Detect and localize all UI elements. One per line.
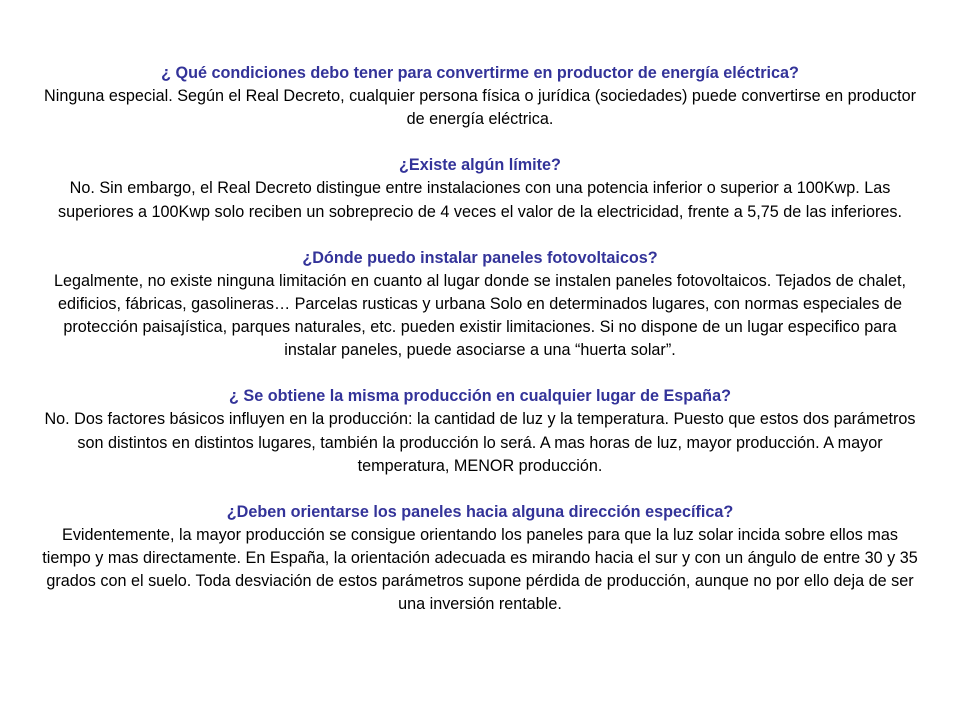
faq-item-conditions <box>40 62 920 131</box>
faq-question: ¿ Qué condiciones debo tener para convertirme en productor de energía eléctrica? <box>161 64 799 82</box>
faq-item-limit <box>40 154 920 223</box>
faq-item-orientation <box>40 501 920 616</box>
faq-question: ¿Dónde puedo instalar paneles fotovoltaicos? <box>302 248 658 267</box>
faq-answer: No. Sin embargo, el Real Decreto distingue entre instalaciones con una potencia inferior o superior a 100Kwp. Las superiores a 100Kwp solo reciben un sobreprecio de 4 veces el valor de la electricidad, frente a 5,75 de las inferiores. <box>57 179 903 221</box>
faq-item-production <box>40 385 920 477</box>
faq-question: ¿Deben orientarse los paneles hacia alguna dirección específica? <box>226 502 734 521</box>
faq-answer: Evidentemente, la mayor producción se consigue orientando los paneles para que la luz solar incida sobre ellos mas tiempo y mas directamente. En España, la orientación adecuada es mirando hacia el sur y con un ángulo de entre 30 y 35 grados con el suelo. Toda desviación de estos parámetros supone pérdida de producción, aunque no por ello deja de ser una inversión rentable. <box>42 525 918 614</box>
faq-answer: No. Dos factores básicos influyen en la producción: la cantidad de luz y la temperatura. Puesto que estos dos parámetros son distintos en distintos lugares, también la producción lo será. A mas horas de luz, mayor producción. A mayor temperatura, MENOR producción. <box>44 410 916 475</box>
faq-answer: Legalmente, no existe ninguna limitación en cuanto al lugar donde se instalen paneles fotovoltaicos. Tejados de chalet, edificios, fábricas, gasolineras… Parcelas rusticas y urbana Solo en determinados lugares, con normas especiales de protección paisajística, parques naturales, etc. pueden existir limitaciones. Si no dispone de un lugar especifico para instalar paneles, puede asociarse a una “huerta solar”. <box>54 271 906 360</box>
faq-answer: Ninguna especial. Según el Real Decreto, cualquier persona física o jurídica (sociedades) puede convertirse en productor de energía eléctrica. <box>44 87 916 129</box>
faq-question: ¿ Se obtiene la misma producción en cualquier lugar de España? <box>229 387 731 406</box>
faq-item-location <box>40 247 920 362</box>
faq-question: ¿Existe algún límite? <box>399 156 561 175</box>
faq-slide <box>40 62 920 616</box>
